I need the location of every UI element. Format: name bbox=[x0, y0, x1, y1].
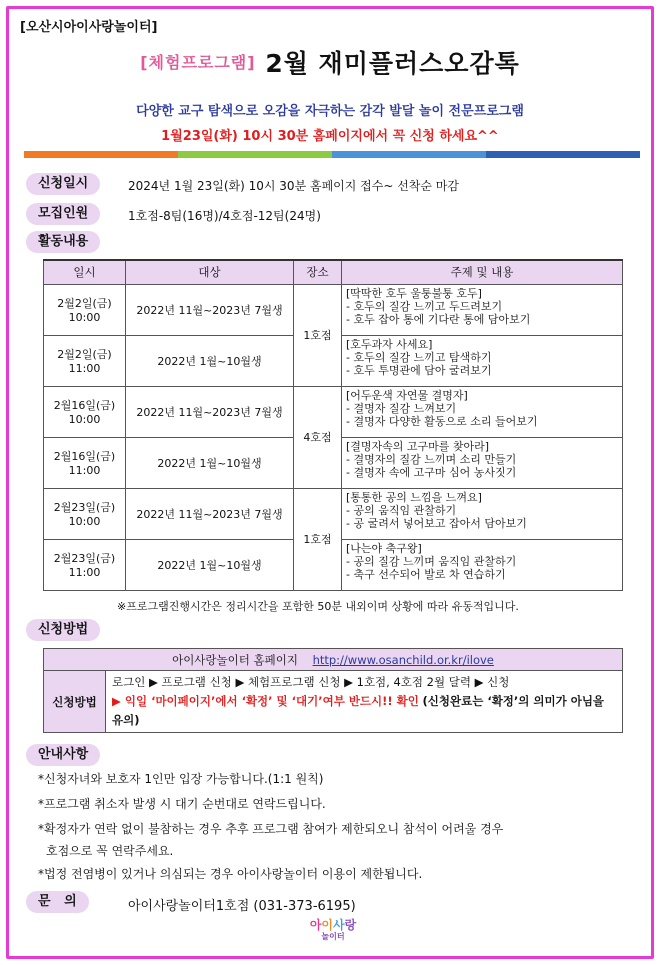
method-row-label: 신청방법 bbox=[44, 671, 106, 733]
row-target: 2022년 11월~2023년 7월생 bbox=[126, 386, 294, 437]
guide-item: *법정 전염병이 있거나 의심되는 경우 아이사랑놀이터 이용이 제한됩니다. bbox=[38, 867, 423, 881]
row-place: 4호점 bbox=[294, 386, 342, 488]
guide-item: *확정자가 연락 없이 불참하는 경우 추후 프로그램 참여가 제한되오니 참석이 어려울 경우 bbox=[38, 822, 504, 836]
subtitle-apply-notice: 1월23일(화) 10시 30분 홈페이지에서 꼭 신청 하세요^^ bbox=[161, 129, 499, 144]
header-place: 장소 bbox=[294, 260, 342, 284]
homepage-row bbox=[44, 649, 623, 671]
page-title bbox=[0, 44, 660, 80]
row-target: 2022년 1월~10월생 bbox=[126, 539, 294, 590]
divider-orange bbox=[24, 151, 178, 158]
row-content: [어두운색 자연물 결명자] - 결명자 질감 느껴보기 - 결명자 다양한 활동으로 소리 들어보기 bbox=[342, 386, 623, 437]
method-steps bbox=[106, 671, 623, 733]
row-date: 2월23일(금) 10:00 bbox=[44, 488, 126, 539]
row-date: 2월2일(금) 10:00 bbox=[44, 284, 126, 335]
subtitle-description: 다양한 교구 탐색으로 오감을 자극하는 감각 발달 놀이 전문프로그램 bbox=[136, 104, 524, 119]
activity-note: ※프로그램진행시간은 정리시간을 포함한 50분 내외이며 상황에 따라 유동적입니다. bbox=[117, 600, 519, 613]
row-content: [나는야 축구왕] - 공의 질감 느끼며 움직임 관찰하기 - 축구 선수되어 발로 차 연습하기 bbox=[342, 539, 623, 590]
row-date: 2월2일(금) 11:00 bbox=[44, 335, 126, 386]
guide-label: 안내사항 bbox=[26, 744, 100, 766]
row-target: 2022년 1월~10월생 bbox=[126, 437, 294, 488]
divider-blue bbox=[332, 151, 486, 158]
activity-table bbox=[43, 259, 623, 591]
row-target: 2022년 1월~10월생 bbox=[126, 335, 294, 386]
organization-label: [오산시아이사랑놀이터] bbox=[20, 20, 158, 35]
row-target: 2022년 11월~2023년 7월생 bbox=[126, 284, 294, 335]
row-content: [결명자속의 고구마를 찾아라] - 결명자의 질감 느끼며 소리 만들기 - 결명자 속에 고구마 심어 농사짓기 bbox=[342, 437, 623, 488]
row-date: 2월23일(금) 11:00 bbox=[44, 539, 126, 590]
method-warning-note: (신청완료는 ‘확정’의 의미가 아님을 유의) bbox=[112, 694, 605, 727]
method-warning: ▶ 익일 ‘마이페이지’에서 ‘확정’ 및 ‘대기’여부 반드시!! 확인 bbox=[112, 694, 419, 708]
recruit-label: 모집인원 bbox=[26, 203, 100, 225]
contact-value: 아이사랑놀이터1호점 (031-373-6195) bbox=[128, 899, 356, 914]
logo-text: 아이사랑 bbox=[309, 918, 357, 932]
method-table bbox=[43, 648, 623, 733]
table-header-row bbox=[44, 260, 623, 284]
guide-item: 호점으로 꼭 연락주세요. bbox=[46, 844, 174, 858]
header-date: 일시 bbox=[44, 260, 126, 284]
row-place: 1호점 bbox=[294, 488, 342, 590]
apply-date-label: 신청일시 bbox=[26, 173, 100, 195]
color-divider bbox=[24, 151, 640, 158]
title-tag: [체험프로그램] bbox=[140, 53, 256, 72]
row-date: 2월16일(금) 11:00 bbox=[44, 437, 126, 488]
method-label: 신청방법 bbox=[26, 619, 100, 641]
row-place: 1호점 bbox=[294, 284, 342, 386]
guide-item: *프로그램 취소자 발생 시 대기 순번대로 연락드립니다. bbox=[38, 797, 326, 811]
row-target: 2022년 11월~2023년 7월생 bbox=[126, 488, 294, 539]
table-row bbox=[44, 284, 623, 335]
activity-label: 활동내용 bbox=[26, 231, 100, 253]
ilove-logo bbox=[298, 919, 368, 943]
homepage-label: 아이사랑놀이터 홈페이지 bbox=[172, 652, 298, 667]
contact-label: 문 의 bbox=[26, 891, 89, 913]
apply-date-value: 2024년 1월 23일(화) 10시 30분 홈페이지 접수~ 선착순 마감 bbox=[128, 179, 459, 193]
homepage-link[interactable]: http://www.osanchild.or.kr/ilove bbox=[312, 652, 494, 667]
title-main: 2월 재미플러스오감톡 bbox=[265, 49, 520, 78]
divider-green bbox=[178, 151, 332, 158]
row-content: [통통한 공의 느낌을 느껴요] - 공의 움직임 관찰하기 - 공 굴려서 넣어보고 잡아서 담아보기 bbox=[342, 488, 623, 539]
header-content: 주제 및 내용 bbox=[342, 260, 623, 284]
row-content: [호두과자 사세요] - 호두의 질감 느끼고 탐색하기 - 호두 투명관에 담아 굴려보기 bbox=[342, 335, 623, 386]
header-target: 대상 bbox=[126, 260, 294, 284]
logo-subtext: 놀이터 bbox=[321, 932, 345, 941]
recruit-value: 1호점-8팀(16명)/4호점-12팀(24명) bbox=[128, 209, 321, 223]
table-row bbox=[44, 386, 623, 437]
method-steps-text: 로그인 ▶ 프로그램 신청 ▶ 체험프로그램 신청 ▶ 1호점, 4호점 2월 달력 ▶ 신청 bbox=[112, 675, 510, 689]
table-row bbox=[44, 488, 623, 539]
guide-item: *신청자녀와 보호자 1인만 입장 가능합니다.(1:1 원칙) bbox=[38, 772, 324, 786]
row-content: [딱딱한 호두 울퉁불퉁 호두] - 호두의 질감 느끼고 두드려보기 - 호두 잡아 통에 기다란 통에 담아보기 bbox=[342, 284, 623, 335]
row-date: 2월16일(금) 10:00 bbox=[44, 386, 126, 437]
divider-navy bbox=[486, 151, 640, 158]
